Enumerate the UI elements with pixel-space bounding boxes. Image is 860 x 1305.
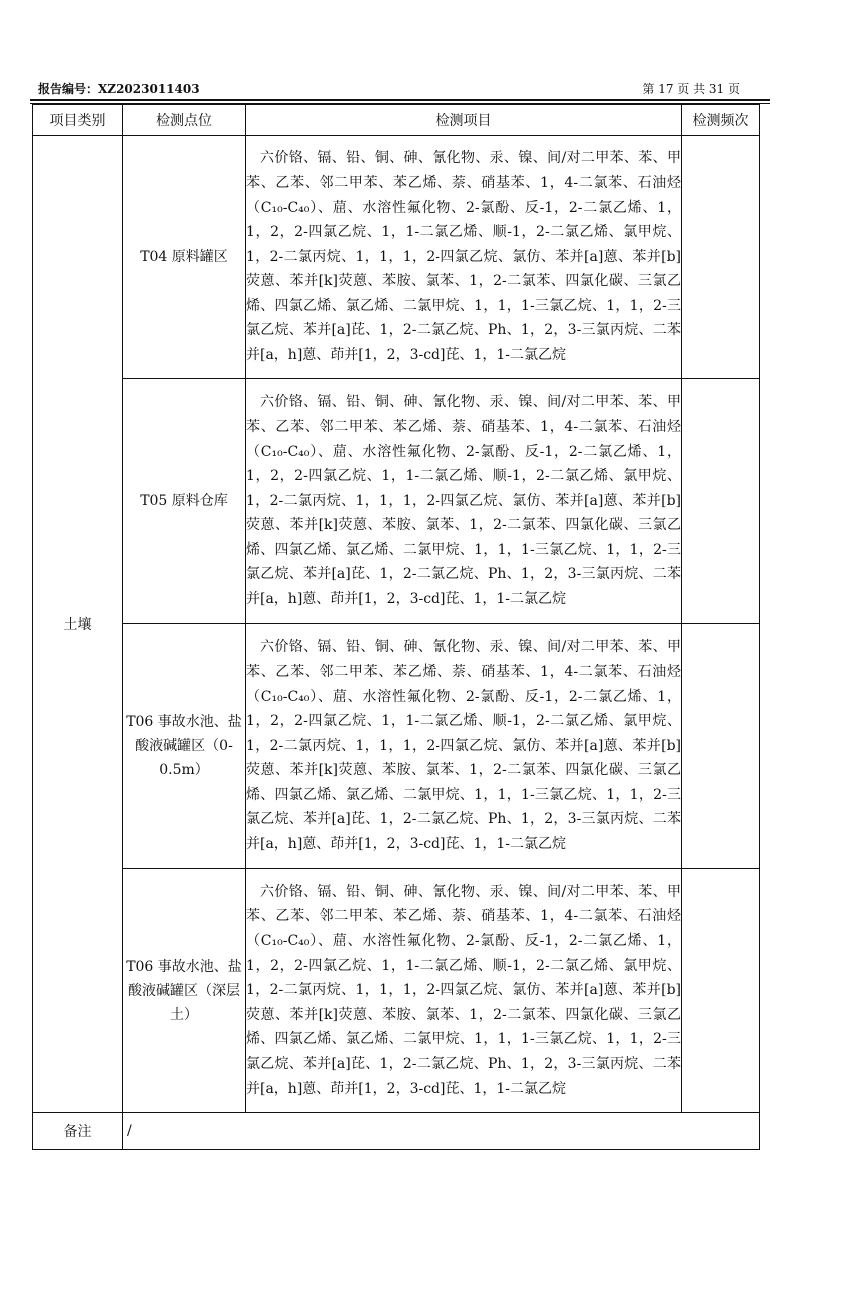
table-row xyxy=(33,624,760,869)
frequency-cell xyxy=(682,624,760,869)
column-header-category: 项目类别 xyxy=(33,105,123,136)
items-text: 六价铬、镉、铅、铜、砷、氰化物、汞、镍、间/对二甲苯、苯、甲苯、乙苯、邻二甲苯、苯乙烯、萘、硝基苯、1，4-二氯苯、石油烃（C₁₀-C₄₀）、䓛、水溶性氟化物、2-氯酚、反-1，2-二氯乙烯、1，1，2，2-四氯乙烷、1，1-二氯乙烯、顺-1，2-二氯乙烯、氯甲烷、1，2-二氯丙烷、1，1，1，2-四氯乙烷、氯仿、苯并[a]蒽、苯并[b]荧蒽、苯并[k]荧蒽、苯胺、氯苯、1，2-二氯苯、四氯化碳、三氯乙烯、四氯乙烯、氯乙烯、二氯甲烷、1，1，1-三氯乙烷、1，1，2-三氯乙烷、苯并[a]芘、1，2-二氯乙烷、Ph、1，2，3-三氯丙烷、二苯并[a，h]蒽、茚并[1，2，3-cd]芘、1，1-二氯乙烷 xyxy=(246,883,681,1097)
point-cell: T05 原料仓库 xyxy=(123,379,246,624)
table-row xyxy=(33,136,760,379)
point-cell: T06 事故水池、盐酸液碱罐区（0-0.5m） xyxy=(123,624,246,869)
category-cell: 土壤 xyxy=(33,136,123,1113)
frequency-cell xyxy=(682,379,760,624)
page-number: 第 17 页 共 31 页 xyxy=(642,82,740,96)
items-cell xyxy=(246,136,682,379)
items-cell xyxy=(246,869,682,1113)
column-header-frequency: 检测频次 xyxy=(682,105,760,136)
remark-value: / xyxy=(123,1113,760,1150)
remark-label: 备注 xyxy=(33,1113,123,1150)
items-text: 六价铬、镉、铅、铜、砷、氰化物、汞、镍、间/对二甲苯、苯、甲苯、乙苯、邻二甲苯、苯乙烯、萘、硝基苯、1，4-二氯苯、石油烃（C₁₀-C₄₀）、䓛、水溶性氟化物、2-氯酚、反-1，2-二氯乙烯、1，1，2，2-四氯乙烷、1，1-二氯乙烯、顺-1，2-二氯乙烯、氯甲烷、1，2-二氯丙烷、1，1，1，2-四氯乙烷、氯仿、苯并[a]蒽、苯并[b]荧蒽、苯并[k]荧蒽、苯胺、氯苯、1，2-二氯苯、四氯化碳、三氯乙烯、四氯乙烯、氯乙烯、二氯甲烷、1，1，1-三氯乙烷、1，1，2-三氯乙烷、苯并[a]芘、1，2-二氯乙烷、Ph、1，2，3-三氯丙烷、二苯并[a，h]蒽、茚并[1，2，3-cd]芘、1，1-二氯乙烷 xyxy=(246,394,681,608)
report-number: 报告编号：XZ2023011403 xyxy=(38,82,200,96)
column-header-point: 检测点位 xyxy=(123,105,246,136)
items-cell xyxy=(246,624,682,869)
table-row xyxy=(33,869,760,1113)
point-cell: T04 原料罐区 xyxy=(123,136,246,379)
table-header-row xyxy=(33,105,760,136)
items-text: 六价铬、镉、铅、铜、砷、氰化物、汞、镍、间/对二甲苯、苯、甲苯、乙苯、邻二甲苯、苯乙烯、萘、硝基苯、1，4-二氯苯、石油烃（C₁₀-C₄₀）、䓛、水溶性氟化物、2-氯酚、反-1，2-二氯乙烯、1，1，2，2-四氯乙烷、1，1-二氯乙烯、顺-1，2-二氯乙烯、氯甲烷、1，2-二氯丙烷、1，1，1，2-四氯乙烷、氯仿、苯并[a]蒽、苯并[b]荧蒽、苯并[k]荧蒽、苯胺、氯苯、1，2-二氯苯、四氯化碳、三氯乙烯、四氯乙烯、氯乙烯、二氯甲烷、1，1，1-三氯乙烷、1，1，2-三氯乙烷、苯并[a]芘、1，2-二氯乙烷、Ph、1，2，3-三氯丙烷、二苯并[a，h]蒽、茚并[1，2，3-cd]芘、1，1-二氯乙烷 xyxy=(246,150,681,364)
frequency-cell xyxy=(682,136,760,379)
items-cell xyxy=(246,379,682,624)
remark-row xyxy=(33,1113,760,1150)
column-header-items: 检测项目 xyxy=(246,105,682,136)
table-row xyxy=(33,379,760,624)
test-items-table xyxy=(32,104,760,1150)
header-rule-thick xyxy=(30,99,770,101)
items-text: 六价铬、镉、铅、铜、砷、氰化物、汞、镍、间/对二甲苯、苯、甲苯、乙苯、邻二甲苯、苯乙烯、萘、硝基苯、1，4-二氯苯、石油烃（C₁₀-C₄₀）、䓛、水溶性氟化物、2-氯酚、反-1，2-二氯乙烯、1，1，2，2-四氯乙烷、1，1-二氯乙烯、顺-1，2-二氯乙烯、氯甲烷、1，2-二氯丙烷、1，1，1，2-四氯乙烷、氯仿、苯并[a]蒽、苯并[b]荧蒽、苯并[k]荧蒽、苯胺、氯苯、1，2-二氯苯、四氯化碳、三氯乙烯、四氯乙烯、氯乙烯、二氯甲烷、1，1，1-三氯乙烷、1，1，2-三氯乙烷、苯并[a]芘、1，2-二氯乙烷、Ph、1，2，3-三氯丙烷、二苯并[a，h]蒽、茚并[1，2，3-cd]芘、1，1-二氯乙烷 xyxy=(246,639,681,853)
frequency-cell xyxy=(682,869,760,1113)
point-cell: T06 事故水池、盐酸液碱罐区（深层土） xyxy=(123,869,246,1113)
report-header xyxy=(38,80,758,98)
